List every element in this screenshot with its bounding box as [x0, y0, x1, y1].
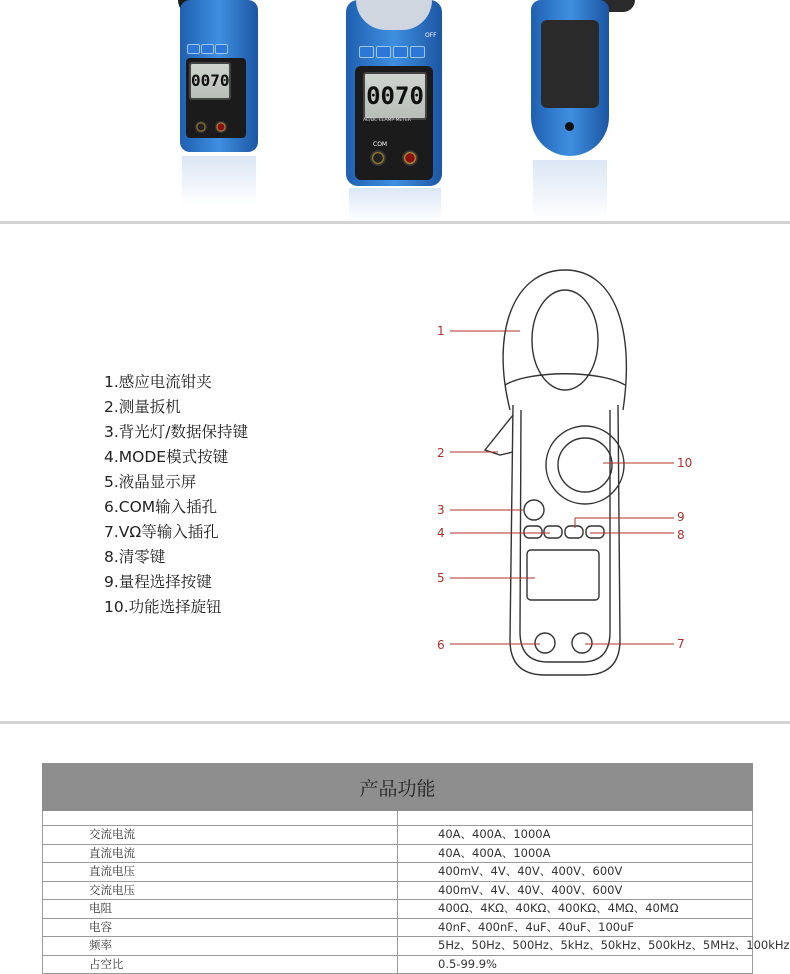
callout-3: 3: [437, 503, 445, 517]
legend-item: 8.清零键: [104, 548, 166, 566]
legend-item: 9.量程选择按键: [104, 573, 212, 591]
legend-item: 6.COM输入插孔: [104, 498, 218, 516]
function-name: 直流电流: [43, 844, 398, 863]
callout-7: 7: [677, 637, 685, 651]
table-row: [43, 937, 753, 956]
clamp-meter-diagram: [420, 260, 720, 690]
clamp-meter-photo-back: [527, 0, 617, 222]
table-title: 产品功能: [43, 764, 753, 811]
legend-item: 2.测量扳机: [104, 398, 181, 416]
legend-item: 10.功能选择旋钮: [104, 598, 222, 616]
function-range: 0.5-99.9%: [398, 955, 753, 974]
callout-5: 5: [437, 571, 445, 585]
off-label: OFF: [425, 32, 437, 39]
product-photos: [0, 0, 790, 222]
function-range: 40nF、400nF、4uF、40uF、100uF: [398, 918, 753, 937]
table-row: [43, 881, 753, 900]
function-range: 400mV、4V、40V、400V、600V: [398, 863, 753, 882]
section-divider-bottom: [0, 721, 790, 724]
function-range: 5Hz、50Hz、500Hz、5kHz、50kHz、500kHz、5MHz、100kHz: [398, 937, 753, 956]
legend-item: 3.背光灯/数据保持键: [104, 423, 249, 441]
function-range: 400mV、4V、40V、400V、600V: [398, 881, 753, 900]
meter-outline-drawing: [420, 260, 720, 690]
function-name: 电容: [43, 918, 398, 937]
meter-model-label: AC/DC CLAMP METER: [363, 118, 411, 123]
parts-legend: [104, 370, 248, 620]
clamp-meter-photo-left: [170, 0, 270, 210]
clamp-meter-photo-center: [343, 0, 448, 222]
function-name: 电阻: [43, 900, 398, 919]
table-row: [43, 844, 753, 863]
table-row: [43, 900, 753, 919]
callout-1: 1: [437, 324, 445, 338]
callout-6: 6: [437, 638, 445, 652]
callout-10: 10: [677, 456, 693, 470]
section-divider-top: [0, 221, 790, 224]
legend-item: 7.VΩ等输入插孔: [104, 523, 219, 541]
product-functions-table: [42, 763, 790, 974]
table-row: [43, 918, 753, 937]
function-name: 占空比: [43, 955, 398, 974]
callout-2: 2: [437, 446, 445, 460]
lcd-reading: 0070: [189, 62, 231, 100]
table-row: [43, 826, 753, 845]
com-label: COM: [373, 141, 388, 148]
table-row: [43, 863, 753, 882]
callout-8: 8: [677, 528, 685, 542]
function-name: 直流电压: [43, 863, 398, 882]
table-spacer-row: [43, 811, 753, 826]
function-range: 400Ω、4KΩ、40KΩ、400KΩ、4MΩ、40MΩ: [398, 900, 753, 919]
legend-item: 4.MODE模式按键: [104, 448, 229, 466]
callout-9: 9: [677, 510, 685, 524]
table-row: [43, 955, 753, 974]
function-name: 交流电压: [43, 881, 398, 900]
function-range: 40A、400A、1000A: [398, 844, 753, 863]
function-name: 频率: [43, 937, 398, 956]
function-range: 40A、400A、1000A: [398, 826, 753, 845]
lcd-reading-large: 0070: [363, 72, 427, 120]
callout-4: 4: [437, 526, 445, 540]
function-name: 交流电流: [43, 826, 398, 845]
legend-item: 5.液晶显示屏: [104, 473, 197, 491]
legend-item: 1.感应电流钳夹: [104, 373, 212, 391]
